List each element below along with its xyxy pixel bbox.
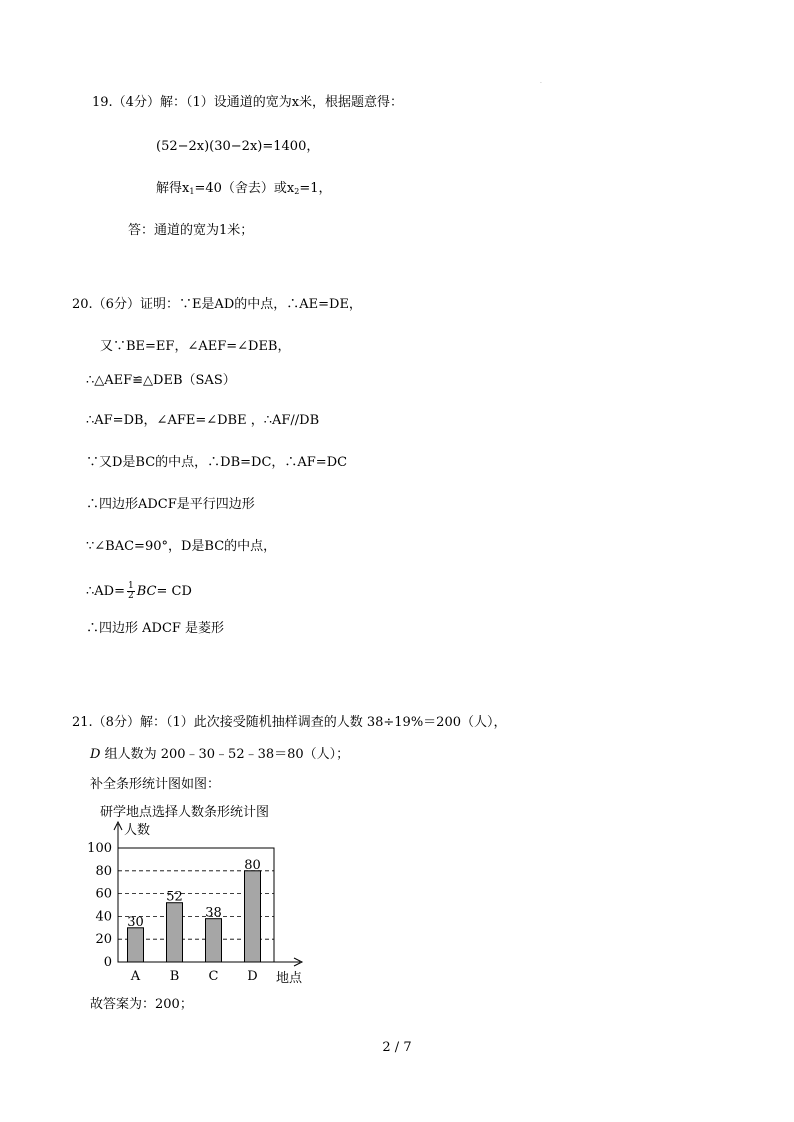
q21-header: 21.（8分）解：（1）此次接受随机抽样调查的人数 38÷19%＝200（人）， (72, 715, 507, 730)
q20-line-7: ∴AD= $\frac{1}{2}$ BC= CD (86, 581, 192, 601)
bar-C (206, 919, 222, 962)
q20-line-8: ∴四边形 ADCF 是菱形 (86, 621, 225, 636)
q21-answer: 故答案为：200； (90, 997, 193, 1012)
y-tick-label: 20 (95, 932, 112, 948)
y-tick-label: 80 (95, 863, 112, 879)
q19-solution: 解得$x_1=40$（舍去）或$x_2=1$， (156, 181, 332, 196)
chart-title: 研学地点选择人数条形统计图 (100, 805, 270, 820)
y-tick-label: 40 (95, 909, 112, 925)
data-label-D: 80 (244, 857, 261, 873)
data-label-A: 30 (127, 914, 144, 930)
q20-line-5: ∴四边形ADCF是平行四边形 (86, 497, 255, 512)
x-tick-label: B (169, 969, 180, 984)
q20-line-1: 又∵BE=EF，∠AEF=∠DEB， (100, 339, 291, 354)
x-tick-label: A (130, 969, 141, 984)
y-tick-label: 100 (87, 841, 112, 856)
x-tick-label: D (247, 969, 258, 984)
bar-A (128, 928, 144, 962)
q20-header: 20.（6分）证明：∵E是AD的中点，∴AE=DE， (72, 297, 362, 312)
q19-header: 19.（4分）解：（1）设通道的宽为x米，根据题意得： (92, 95, 404, 110)
q21-line-2: 补全条形统计图如图： (90, 777, 221, 792)
stray-mark: · (540, 80, 542, 87)
data-label-B: 52 (166, 889, 183, 905)
q20-line-4: ∵又D是BC的中点，∴DB=DC，∴AF=DC (86, 455, 348, 470)
q21-line-1: D 组人数为 200﹣30﹣52﹣38＝80（人）； (90, 747, 350, 762)
data-label-C: 38 (205, 905, 222, 921)
q19-equation: (52−2x)(30−2x)=1400， (156, 139, 320, 154)
bar-B (167, 903, 183, 962)
bar-D (245, 871, 261, 962)
x-tick-label: C (208, 969, 219, 984)
y-tick-label: 0 (103, 955, 112, 970)
fraction-one-half: $\frac{1}{2}$ (127, 581, 134, 601)
page-number: 2 / 7 (382, 1040, 412, 1055)
y-tick-label: 60 (95, 886, 112, 902)
y-axis-label: 人数 (124, 823, 151, 838)
bar-chart (86, 800, 326, 990)
q20-line-3: ∴AF=DB，∠AFE=∠DBE ，∴AF//DB (86, 413, 320, 428)
q19-answer: 答：通道的宽为1米； (128, 223, 254, 238)
q20-line-2: ∴△AEF≌△DEB（SAS） (86, 373, 236, 388)
q20-line-6: ∵∠BAC=90°，D是BC的中点， (86, 539, 277, 554)
x-axis-label: 地点 (276, 971, 303, 986)
